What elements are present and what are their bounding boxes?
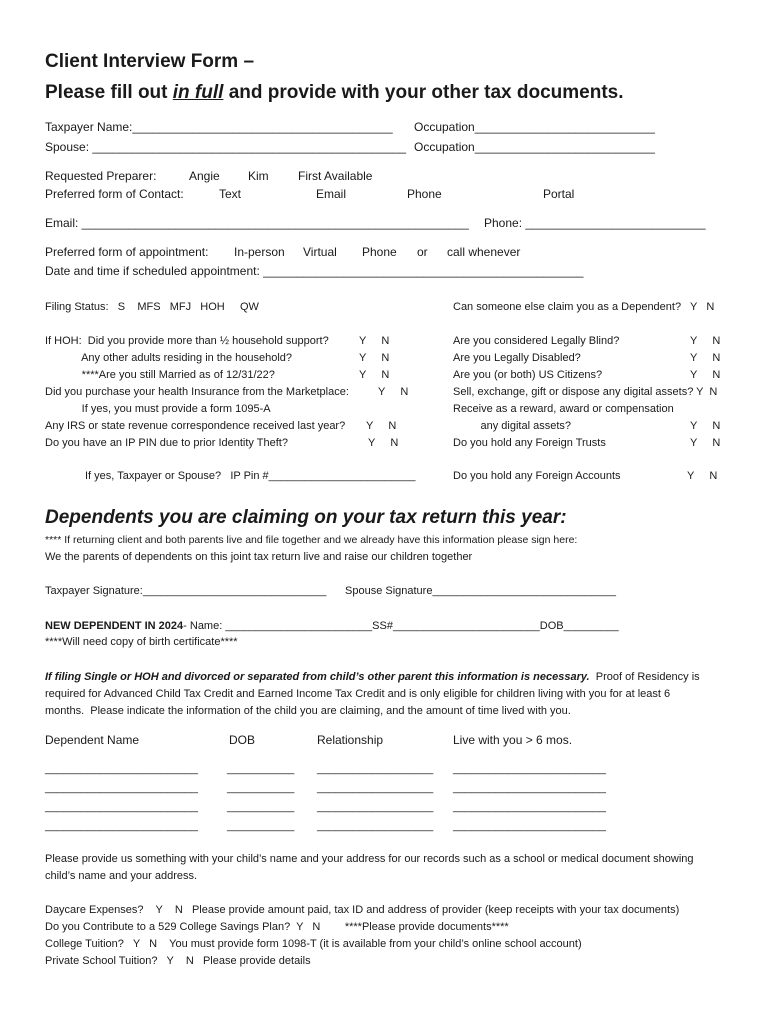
yn-us-citizens[interactable]: Y N [690,369,721,381]
yn-foreign-trusts[interactable]: Y N [690,437,721,449]
yn-legally-blind[interactable]: Y N [690,335,721,347]
dependent-row-name[interactable]: _________________________ [45,801,198,813]
yn-hoh-support[interactable]: Y N [359,335,390,347]
question-foreign-accounts: Do you hold any Foreign Accounts [453,470,621,482]
question-ip-pin: Do you have an IP PIN due to prior Identity Theft? [45,437,288,449]
email-field[interactable]: Email: __________________________________________________________ [45,216,469,230]
provide-document-line-1: Please provide us something with your child’s name and your address for our records such as a school or medical document showing [45,853,694,865]
dependent-row-name[interactable]: _________________________ [45,763,198,775]
column-relationship: Relationship [317,733,384,747]
column-dependent-name: Dependent Name [45,733,140,747]
dependent-row-dob[interactable]: ___________ [227,820,295,832]
college-tuition-question[interactable]: College Tuition? Y N You must provide form 1098-T (it is available from your child’s online school account) [45,938,582,950]
dependents-note-2: We the parents of dependents on this joint tax return live and raise our children together [45,551,473,563]
spouse-name-field[interactable]: Spouse: _______________________________________________ [45,140,407,154]
appointment-date-field[interactable]: Date and time if scheduled appointment: ________________________________________________ [45,264,584,278]
question-hoh-support: If HOH: Did you provide more than ½ household support? [45,335,329,347]
phone-field[interactable]: Phone: ___________________________ [484,216,706,230]
dependent-row-name[interactable]: _________________________ [45,820,198,832]
preparer-option-angie[interactable]: Angie [189,169,220,183]
dependent-claim-question[interactable]: Can someone else claim you as a Dependent? Y N [453,301,715,313]
yn-ip-pin[interactable]: Y N [368,437,399,449]
spouse-occupation-field[interactable]: Occupation___________________________ [414,140,655,154]
form-title: Client Interview Form – [45,51,255,72]
appointment-option-call-whenever[interactable]: call whenever [447,245,521,259]
dependent-row-name[interactable]: _________________________ [45,782,198,794]
form-subtitle [45,83,624,102]
dependent-row-dob[interactable]: ___________ [227,782,295,794]
dependent-row-live[interactable]: _________________________ [453,782,606,794]
column-dob: DOB [229,733,256,747]
dependent-row-dob[interactable]: ___________ [227,763,295,775]
yn-other-adults[interactable]: Y N [359,352,390,364]
filing-status-options[interactable]: Filing Status: S MFS MFJ HOH QW [45,301,259,313]
single-hoh-bold: If filing Single or HOH and divorced or separated from child’s other parent this information is necessary. [45,671,590,683]
note-form-1095a: If yes, you must provide a form 1095-A [45,403,271,415]
taxpayer-occupation-field[interactable]: Occupation___________________________ [414,120,655,134]
single-hoh-paragraph-3: months. Please indicate the information of the child you are claiming, and the amount of time lived with you. [45,705,571,717]
dependent-row-relationship[interactable]: ___________________ [317,801,434,813]
single-hoh-paragraph-2: required for Advanced Child Tax Credit and Earned Income Tax Credit and is only eligible for children living with you for at least 6 [45,688,671,700]
contact-option-phone[interactable]: Phone [407,187,442,201]
subtitle-emphasis: in full [172,82,224,103]
provide-document-line-2: child’s name and your address. [45,870,198,882]
yn-digital-assets-reward[interactable]: Y N [690,420,721,432]
preparer-option-first-available[interactable]: First Available [298,169,373,183]
appointment-option-in-person[interactable]: In-person [234,245,285,259]
dependent-row-relationship[interactable]: ___________________ [317,820,434,832]
yn-irs-correspondence[interactable]: Y N [366,420,397,432]
appointment-option-virtual[interactable]: Virtual [303,245,337,259]
question-other-adults: Any other adults residing in the household? [45,352,293,364]
new-dependent-fields: - Name: ________________________SS#________________________DOB_________ [183,620,619,632]
dependent-row-dob[interactable]: ___________ [227,801,295,813]
yn-still-married[interactable]: Y N [359,369,390,381]
subtitle-post: and provide with your other tax documents. [223,82,624,103]
daycare-expenses-question[interactable]: Daycare Expenses? Y N Please provide amount paid, tax ID and address of provider (keep receipts with your tax documents) [45,904,680,916]
ip-pin-field[interactable]: If yes, Taxpayer or Spouse? IP Pin #________________________ [85,470,416,482]
taxpayer-name-field[interactable]: Taxpayer Name:_______________________________________ [45,120,393,134]
question-irs-correspondence: Any IRS or state revenue correspondence received last year? [45,420,346,432]
question-us-citizens: Are you (or both) US Citizens? [453,369,603,381]
question-legally-disabled: Are you Legally Disabled? [453,352,581,364]
spouse-signature-field[interactable]: Spouse Signature______________________________ [345,585,616,597]
dependent-row-relationship[interactable]: ___________________ [317,763,434,775]
single-hoh-rest: Proof of Residency is [589,671,700,683]
question-digital-assets-cont: any digital assets? [453,420,572,432]
yn-marketplace-insurance[interactable]: Y N [378,386,409,398]
dependents-note-1: **** If returning client and both parents live and file together and we already have this information please sign here: [45,534,578,546]
question-marketplace-insurance: Did you purchase your health Insurance from the Marketplace: [45,386,349,398]
contact-option-portal[interactable]: Portal [543,187,575,201]
appointment-or-text: or [417,245,428,259]
question-digital-assets-reward: Receive as a reward, award or compensation [453,403,674,415]
dependent-row-relationship[interactable]: ___________________ [317,782,434,794]
contact-option-text[interactable]: Text [219,187,242,201]
preparer-option-kim[interactable]: Kim [248,169,269,183]
contact-option-email[interactable]: Email [316,187,347,201]
question-digital-assets-sell[interactable]: Sell, exchange, gift or dispose any digital assets? Y N [453,386,718,398]
question-foreign-trusts: Do you hold any Foreign Trusts [453,437,606,449]
dependent-row-live[interactable]: _________________________ [453,801,606,813]
requested-preparer-label: Requested Preparer: [45,169,157,183]
dependents-heading: Dependents you are claiming on your tax return this year: [45,507,567,528]
new-dependent-label: NEW DEPENDENT IN 2024 [45,620,184,632]
single-hoh-paragraph-1 [45,672,700,683]
appointment-form-label: Preferred form of appointment: [45,245,209,259]
subtitle-pre: Please fill out [45,82,173,103]
college-savings-question[interactable]: Do you Contribute to a 529 College Savings Plan? Y N ****Please provide documents**** [45,921,509,933]
yn-legally-disabled[interactable]: Y N [690,352,721,364]
question-still-married: ****Are you still Married as of 12/31/22? [45,369,275,381]
dependent-row-live[interactable]: _________________________ [453,763,606,775]
question-legally-blind: Are you considered Legally Blind? [453,335,620,347]
appointment-option-phone[interactable]: Phone [362,245,397,259]
new-dependent-row[interactable] [45,621,619,632]
birth-certificate-note: ****Will need copy of birth certificate**** [45,636,238,648]
yn-foreign-accounts[interactable]: Y N [687,470,718,482]
column-live-with-you: Live with you > 6 mos. [453,733,573,747]
dependent-row-live[interactable]: _________________________ [453,820,606,832]
taxpayer-signature-field[interactable]: Taxpayer Signature:______________________________ [45,585,327,597]
private-school-question[interactable]: Private School Tuition? Y N Please provide details [45,955,311,967]
preferred-contact-label: Preferred form of Contact: [45,187,184,201]
